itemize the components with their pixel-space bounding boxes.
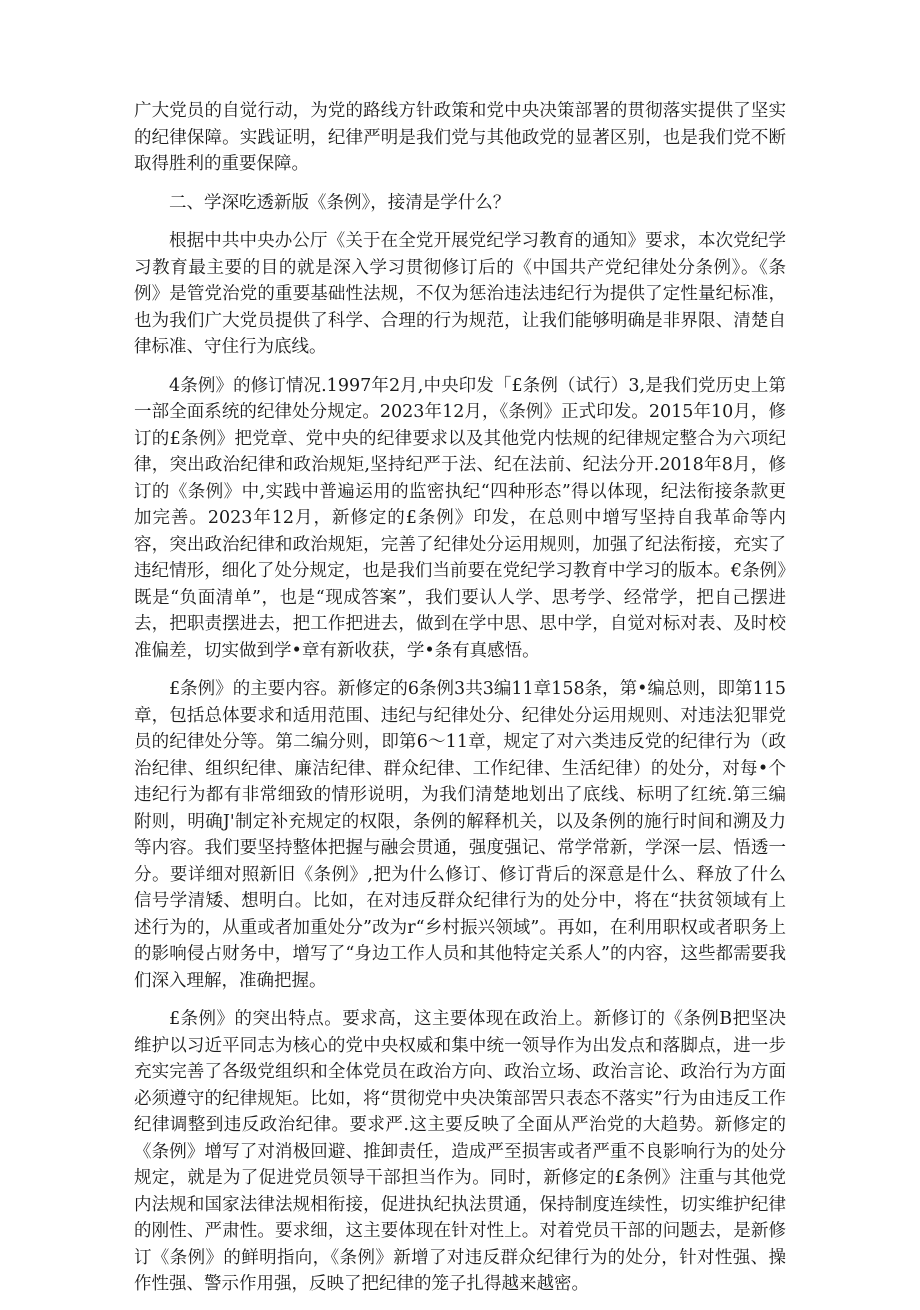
section-heading-2: 二、学深吃透新版《条例》，接清是学什么？ — [169, 192, 511, 213]
paragraph-intro-continued: 广大党员的自觉行动，为党的路线方针政策和党中央决策部署的贯彻落实提供了坚实的纪律保障。实践证明，纪律严明是我们党与其他政党的显著区别，也是我们党不断取得胜利的重要保障。 — [134, 101, 786, 174]
document-page — [134, 98, 786, 1310]
paragraph-revision-history: 4条例》的修订情况.1997年2月,中央印发「£条例（试行）3,是我们党历史上第一部全面系统的纪律处分规定。2023年12月，《条例》正式印发。2015年10月，修订的£条例》把党章、党中央的纪律要求以及其他党内怯规的纪律规定整合为六项纪律，突出政治纪律和政治规矩,坚持纪严于法、纪在法前、纪法分开.2018年8月，修订的《条例》中,实践中普遍运用的监密执纪“四种形态”得以体现，纪法衔接条款更加完善。2023年12月，新修定的£条例》印发，在总则中增写坚持自我革命等内容，突出政治纪律和政治规矩，完善了纪律处分运用规则，加强了纪法衔接，充实了违纪情形，细化了处分规定，也是我们当前要在党纪学习教育中学习的版本。€条例》既是“负面清单”，也是“现成答案”，我们要认人学、思考学、经常学，把自己摆进去，把职责摆进去，把工作把进去，做到在学中思、思中学，自觉对标对表、及时校准偏差，切实做到学•章有新收获，学•条有真感悟。 — [134, 375, 786, 661]
paragraph-features: £条例》的突出特点。要求高，这主要体现在政治上。新修订的《条例B把坚决维护以习近平同志为核心的党中央权威和集中统一领导作为出发点和落脚点，进一步充实完善了各级党组织和全体党员在政治方向、政治立场、政治言论、政治行为方面必须遵守的纪律规矩。比如，将“贯彻党中央决策部罟只表态不落实”行为由违反工作纪律调整到违反政治纪律。要求严.这主要反映了全面从严治党的大趋势。新修定的《条例》增写了对消极回避、推卸责任，造成严至损害或者严重不良影响行为的处分规定，就是为了促进党员领导干部担当作为。同时，新修定的£条例》注重与其他党内法规和国家法律法规相衔接，促进执纪执法贯通，保持制度连续性，切实维护纪律的刚性、严肃性。要求细，这主要体现在针对性上。对着党员干部的问题去，是新修订《条例》的鲜明指向，《条例》新增了对违反群众纪律行为的处分，针对性强、操作性强、警示作用强，反映了把纪律的笼子扎得越来越密。 — [134, 1009, 786, 1294]
paragraph-purpose: 根据中共中央办公厅《关于在全党开展党纪学习教育的通知》要求，本次党纪学习教育最主要的目的就是深入学习贯彻修订后的《中国共产党纪律处分条例》。《条例》是管党治党的重要基础性法规，不仅为惩治违法违纪行为提供了定性量纪标准，也为我们广大党员提供了科学、合理的行为规范，让我们能够明确是非界限、清楚自律标准、守住行为底线。 — [134, 231, 786, 357]
paragraph-main-content: £条例》的主要内容。新修定的6条例3共3编11章158条，第•编总则，即第115章，包括总体要求和适用范围、违纪与纪律处分、纪律处分运用规则、对违法犯罪党员的纪律处分等。第二编分则，即第6～11章，规定了对六类违反党的纪律行为（政治纪律、组织纪律、廉洁纪律、群众纪律、工作纪律、生活纪律）的处分，对每•个违纪行为都有非常细致的情形说明，为我们清楚地划出了底线、标明了红统.第三编附则，明确J'制定补充规定的权限，条例的解释机关，以及条例的施行时间和溯及力等内容。我们要坚持整体把握与融会贯通，强度强记、常学常新，学深一层、悟透一分。要详细对照新旧《条例》,把为什么修订、修订背后的深意是什么、释放了什么信号学清矮、想明白。比如，在对违反群众纪律行为的处分中，将在“扶贫领域有上述行为的，从重或者加重处分”改为r“乡村振兴领域”。再如，在利用职权或者职务上的影响侵占财务中，增写了“身边工作人员和其他特定关系人”的内容，这些都需要我们深入理解，准确把握。 — [134, 679, 786, 991]
